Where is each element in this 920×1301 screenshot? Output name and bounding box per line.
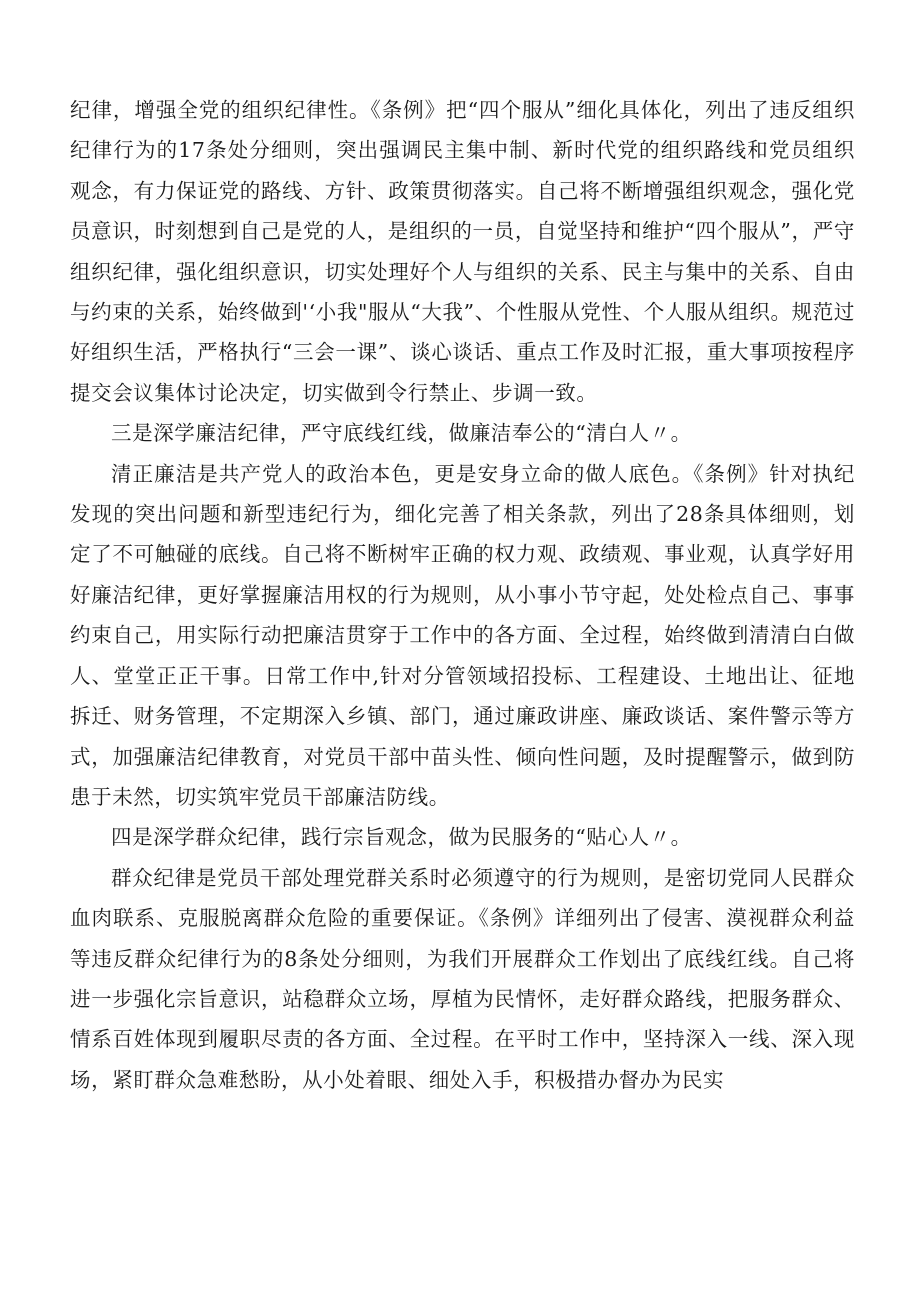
heading-mass-discipline: 四是深学群众纪律，践行宗旨观念，做为民服务的“贴心人〃。 (111, 825, 692, 850)
paragraph-mass-discipline: 群众纪律是党员干部处理党群关系时必须遵守的行为规则，是密切党同人民群众血肉联系、克服脱离群众危险的重要保证。《条例》详细列出了侵害、漠视群众利益等违反群众纪律行为的8条处分细则，为我们开展群众工作划出了底线红线。自己将进一步强化宗旨意识，站稳群众立场，厚植为民情怀，走好群众路线，把服务群众、情系百姓体现到履职尽责的各方面、全过程。在平时工作中，坚持深入一线、深入现场，紧盯群众急难愁盼，从小处着眼、细处入手，积极措办督办为民实 (70, 865, 855, 1092)
document-page (70, 90, 855, 1100)
paragraph-organizational-discipline: 纪律，增强全党的组织纪律性。《条例》把“四个服从”细化具体化，列出了违反组织纪律行为的17条处分细则，突出强调民主集中制、新时代党的组织路线和党员组织观念，有力保证党的路线、方针、政策贯彻落实。自己将不断增强组织观念，强化党员意识，时刻想到自己是党的人，是组织的一员，自觉坚持和维护“四个服从”，严守组织纪律，强化组织意识，切实处理好个人与组织的关系、民主与集中的关系、自由与约束的关系，始终做到'‘小我"服从“大我”、个性服从党性、个人服从组织。规范过好组织生活，严格执行“三会一课”、谈心谈话、重点工作及时汇报，重大事项按程序提交会议集体讨论决定，切实做到令行禁止、步调一致。 (70, 98, 855, 405)
paragraph-integrity-discipline: 清正廉洁是共产党人的政治本色，更是安身立命的做人底色。《条例》针对执纪发现的突出问题和新型违纪行为，细化完善了相关条款，列出了28条具体细则，划定了不可触碰的底线。自己将不断树牢正确的权力观、政绩观、事业观，认真学好用好廉洁纪律，更好掌握廉洁用权的行为规则，从小事小节守起，处处检点自己、事事约束自己，用实际行动把廉洁贯穿于工作中的各方面、全过程，始终做到清清白白做人、堂堂正正干事。日常工作中,针对分管领域招投标、工程建设、土地出让、征地拆迁、财务管理，不定期深入乡镇、部门，通过廉政讲座、廉政谈话、案件警示等方式，加强廉洁纪律教育，对党员干部中苗头性、倾向性问题，及时提醒警示，做到防患于未然，切实筑牢党员干部廉洁防线。 (70, 461, 855, 809)
heading-integrity-discipline: 三是深学廉洁纪律，严守底线红线，做廉洁奉公的“清白人〃。 (111, 421, 692, 446)
